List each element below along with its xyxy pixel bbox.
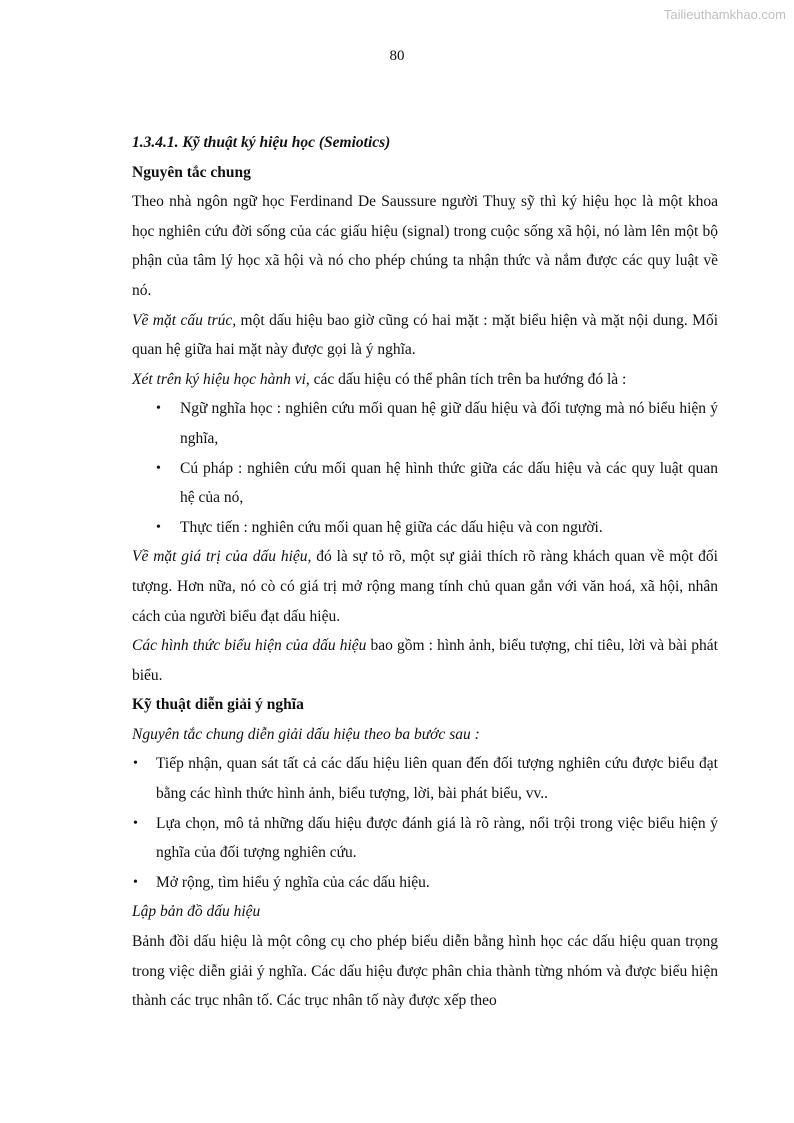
value-lead: Về mặt giá trị của dấu hiệu,	[132, 548, 312, 566]
watermark: Tailieuthamkhao.com	[663, 7, 786, 22]
interpretation-subtitle: Nguyên tắc chung diễn giải dấu hiệu theo ba bước sau :	[132, 725, 480, 743]
list-item: • Mở rộng, tìm hiểu ý nghĩa của các dấu hiệu.	[132, 868, 718, 898]
list-item: • Tiếp nhận, quan sát tất cả các dấu hiệu liên quan đến đối tượng nghiên cứu được biểu đạt bằng các hình thức hình ảnh, biểu tượng, lời, bài phát biểu, vv..	[132, 749, 718, 808]
structure-paragraph	[132, 306, 718, 365]
general-principle-title: Nguyên tắc chung	[132, 163, 251, 181]
structure-lead: Về mặt cấu trúc,	[132, 311, 237, 329]
behavior-list	[132, 394, 718, 542]
list-item: • Ngữ nghĩa học : nghiên cứu mối quan hệ giữ dấu hiệu và đối tượng mà nó biểu hiện ý nghĩa,	[132, 394, 718, 453]
behavior-lead: Xét trên ký hiệu học hành vi	[132, 370, 306, 388]
map-paragraph: Bảnh đồi dấu hiệu là một công cụ cho phép biểu diễn bằng hình học các dấu hiệu quan trọng trong việc diễn giải ý nghĩa. Các dấu hiệu được phân chia thành từng nhóm và được biểu hiện thành các trục nhân tố. Các trục nhân tố này được xếp theo	[132, 933, 718, 1010]
interpretation-title: Kỹ thuật diễn giải ý nghĩa	[132, 696, 304, 714]
page-number: 80	[389, 48, 405, 64]
value-paragraph	[132, 542, 718, 631]
forms-lead: Các hình thức biểu hiện của dấu hiệu	[132, 637, 367, 655]
structure-text: một dấu hiệu bao giờ cũng có hai mặt : mặt biểu hiện và mặt nội dung. Mối quan hệ giữa hai mặt này được gọi là ý nghĩa.	[132, 311, 718, 359]
value-text: đó là sự tỏ rõ, một sự giải thích rõ ràng khách quan về một đối tượng. Hơn nữa, nó cò có giá trị mở rộng mang tính chủ quan gắn với văn hoá, xã hội, nhân cách của người biểu đạt dấu hiệu.	[132, 548, 718, 625]
behavior-paragraph	[132, 365, 718, 395]
forms-text: bao gồm : hình ảnh, biểu tượng, chỉ tiêu, lời và bài phát biểu.	[132, 637, 718, 684]
section-heading: 1.3.4.1. Kỹ thuật ký hiệu học (Semiotics)	[132, 134, 391, 151]
list-item: • Thực tiến : nghiên cứu mối quan hệ giữa các dấu hiệu và con người.	[132, 513, 718, 543]
interpretation-steps	[132, 749, 718, 897]
list-item: • Lựa chọn, mô tả những dấu hiệu được đánh giá là rõ ràng, nổi trội trong việc biểu hiện ý nghĩa của đối tượng nghiên cứu.	[132, 809, 718, 868]
intro-paragraph: Theo nhà ngôn ngữ học Ferdinand De Saussure người Thuỵ sỹ thì ký hiệu học là một khoa học nghiên cứu đời sống của các giấu hiệu (signal) trong cuộc sống xã hội, nó làm lên một bộ phận của tâm lý học xã hội và nó cho phép chúng ta nhận thức và nắm được các quy luật về nó.	[132, 193, 718, 299]
list-item: • Cú pháp : nghiên cứu mối quan hệ hình thức giữa các dấu hiệu và các quy luật quan hệ của nó,	[132, 454, 718, 513]
document-body	[132, 128, 718, 1016]
forms-paragraph	[132, 631, 718, 690]
map-title: Lập bản đồ dấu hiệu	[132, 903, 261, 921]
behavior-text: , các dấu hiệu có thể phân tích trên ba hướng đó là :	[305, 370, 627, 388]
